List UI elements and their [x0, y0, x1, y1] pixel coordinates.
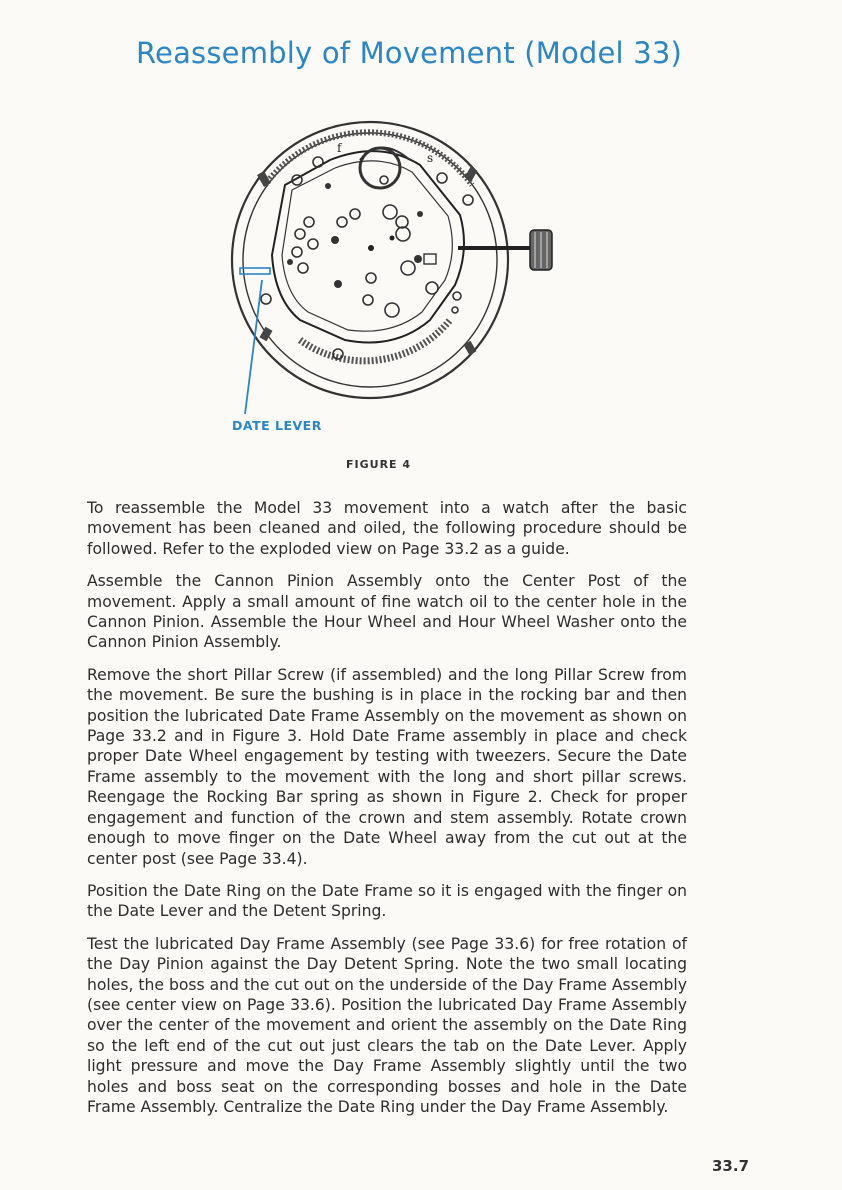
- paragraph: Test the lubricated Day Frame Assembly (see Page 33.6) for free rotation of the Day Pinion against the Day Detent Spring. Note the two small locating holes, the boss and the cut out on the underside of the Day Frame Assembly (see center view on Page 33.6). Position the lubricated Day Frame Assembly over the center of the movement and orient the assembly on the Date Ring so the left end of the cut out just clears the tab on the Date Lever. Apply light pressure and move the Day Frame Assembly slightly until the two holes and boss seat on the corresponding bosses and hole in the Date Frame Assembly. Centralize the Date Ring under the Day Frame Assembly.: [87, 934, 687, 1116]
- figure-caption: FIGURE 4: [346, 458, 412, 471]
- paragraph: Remove the short Pillar Screw (if assembled) and the long Pillar Screw from the movement. Be sure the bushing is in place in the rocking bar and then position the lubricated Date Frame Assembly on the movement as shown on Page 33.2 and in Figure 3. Hold Date Frame assembly in place and check proper Date Wheel engagement by testing with tweezers. Secure the Date Frame assembly to the movement with the long and short pillar screws. Reengage the Rocking Bar spring as shown in Figure 2. Check for proper engagement and function of the crown and stem assembly. Rotate crown enough to move finger on the Date Wheel away from the cut out at the center post (see Page 33.4).: [87, 665, 687, 868]
- date-frame-plate: [272, 151, 464, 342]
- date-lever-tab: [240, 268, 270, 274]
- mark-s: s: [427, 151, 434, 165]
- page-number: 33.7: [712, 1157, 750, 1175]
- paragraph: Position the Date Ring on the Date Frame so it is engaged with the finger on the Date Lever and the Detent Spring.: [87, 881, 687, 921]
- callout-leader: [245, 280, 262, 414]
- page-title: Reassembly of Movement (Model 33): [136, 36, 683, 70]
- movement-diagram: [0, 0, 842, 440]
- paragraph: To reassemble the Model 33 movement into a watch after the basic movement has been cleaned and oiled, the following procedure should be followed. Refer to the exploded view on Page 33.2 as a guide.: [87, 499, 687, 558]
- callout-date-lever: DATE LEVER: [232, 418, 322, 433]
- body-text: [87, 498, 687, 1129]
- paragraph: Assemble the Cannon Pinion Assembly onto the Center Post of the movement. Apply a small amount of fine watch oil to the center hole in the Cannon Pinion. Assemble the Hour Wheel and Hour Wheel Washer onto the Cannon Pinion Assembly.: [87, 572, 687, 652]
- mark-f: f: [337, 141, 342, 155]
